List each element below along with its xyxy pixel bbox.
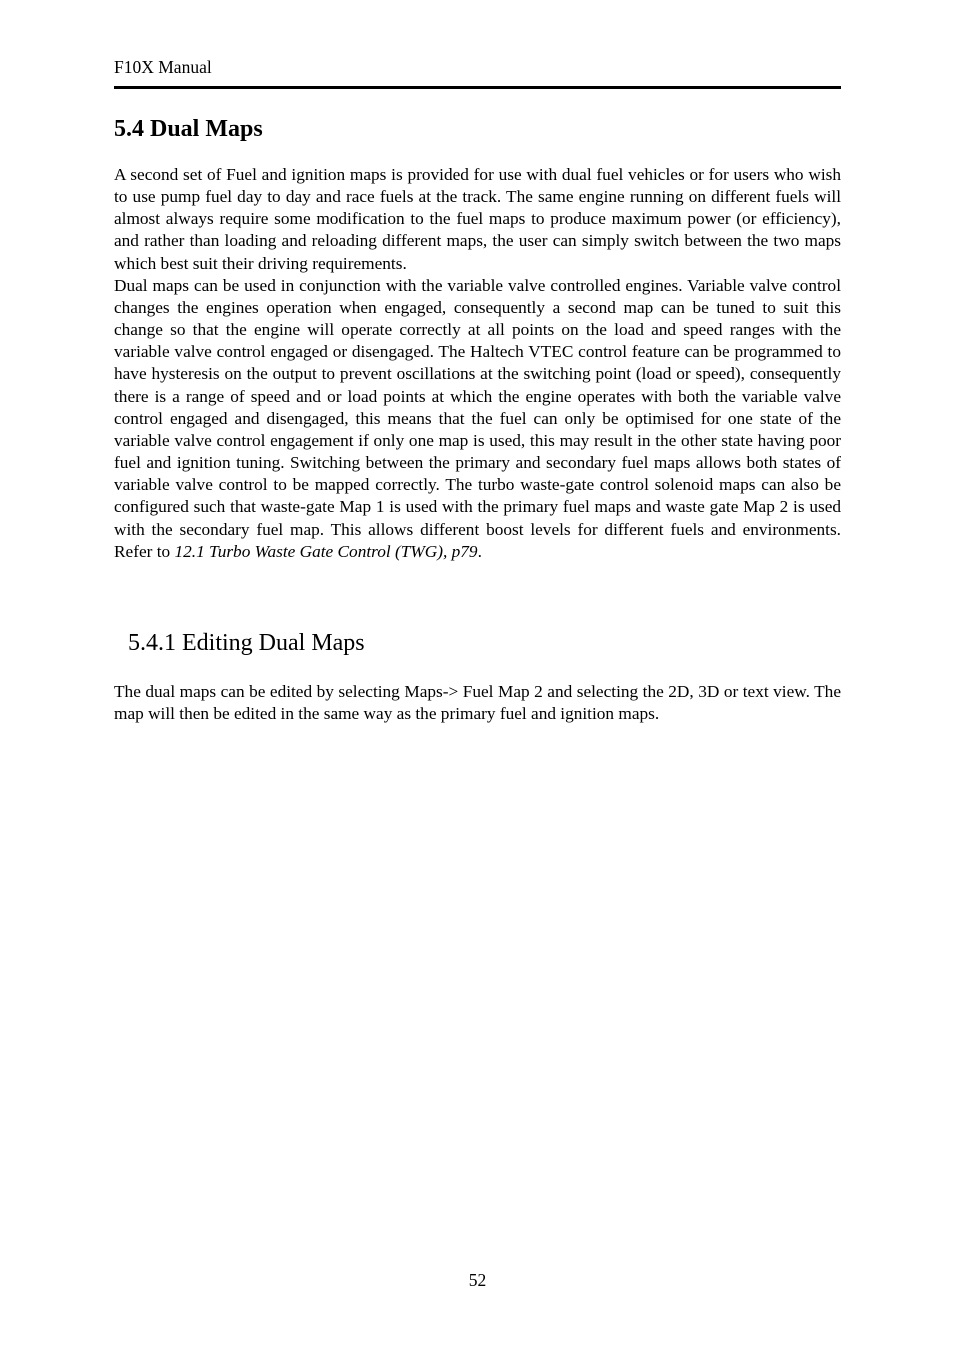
section-body — [114, 164, 841, 563]
section-paragraph-2-text: Dual maps can be used in conjunction with the variable valve controlled engines. Variable valve control changes the engines operation when engaged, consequently a second map can be tuned to suit this change so that the engine will operate correctly at all points on the load and speed ranges with the variable valve control engaged or disengaged. The Haltech VTEC control feature can be programmed to have hysteresis on the output to prevent oscillations at the switching point (load or speed), consequently there is a range of speed and or load points at which the engine operates with both the variable valve control engaged and disengaged, this means that the fuel can only be optimised for one state of the variable valve control engagement if only one map is used, this may result in the other state having poor fuel and ignition tuning. Switching between the primary and secondary fuel maps allows both states of variable valve control to be mapped correctly. The turbo waste-gate control solenoid maps can also be configured such that waste-gate Map 1 is used with the primary fuel maps and waste gate Map 2 is used with the secondary fuel map. This allows different boost levels for different fuels and environments. Refer to — [114, 275, 841, 561]
section-paragraph-1: A second set of Fuel and ignition maps is provided for use with dual fuel vehicles or for users who wish to use pump fuel day to day and race fuels at the track. The same engine running on different fuels will almost always require some modification to the fuel maps to produce maximum power (or efficiency), and rather than loading and reloading different maps, the user can simply switch between the two maps which best suit their driving requirements. — [114, 165, 841, 273]
subsection-paragraph: The dual maps can be edited by selecting Maps-> Fuel Map 2 and selecting the 2D, 3D or text view. The map will then be edited in the same way as the primary fuel and ignition maps. — [114, 682, 841, 724]
page-number: 52 — [468, 1270, 487, 1290]
section-paragraph-2-end: . — [477, 541, 482, 561]
subsection-body — [114, 681, 841, 725]
running-header: F10X Manual — [114, 57, 212, 77]
section-title: 5.4 Dual Maps — [114, 116, 263, 142]
section-paragraph-2 — [114, 275, 841, 563]
header-rule — [114, 86, 841, 89]
subsection-title: 5.4.1 Editing Dual Maps — [128, 630, 365, 656]
cross-reference-link[interactable]: 12.1 Turbo Waste Gate Control (TWG), p79 — [174, 541, 478, 561]
